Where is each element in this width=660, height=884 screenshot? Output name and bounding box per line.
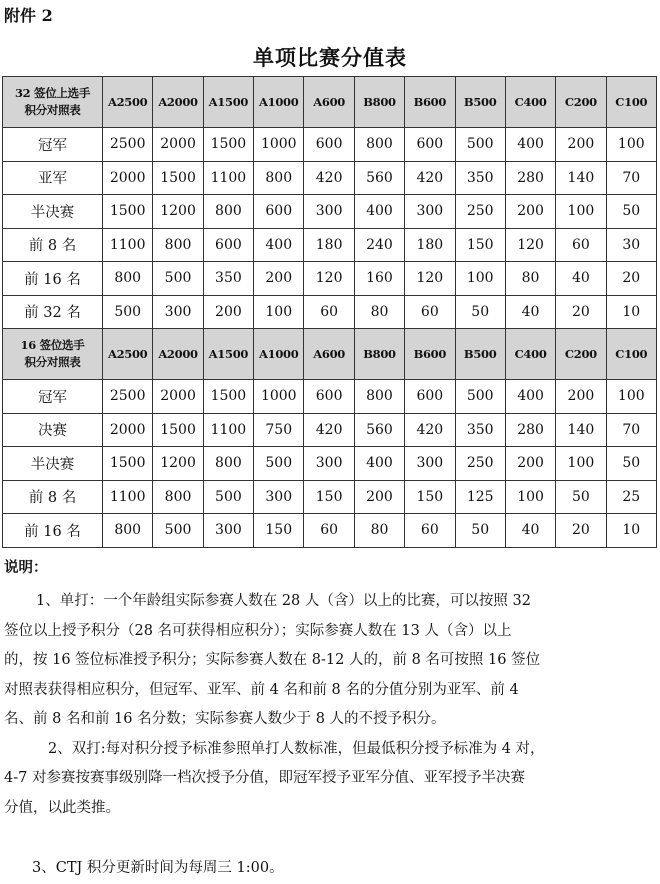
score-cell: 1100 [203, 413, 253, 447]
score-cell: 200 [505, 447, 555, 481]
score-cell: 1500 [153, 413, 203, 447]
table32-column-header: C400 [505, 77, 555, 128]
score-cell: 800 [153, 228, 203, 262]
score-cell: 600 [304, 128, 354, 162]
score-cell: 2500 [103, 128, 153, 162]
table16-column-header: A600 [304, 329, 354, 380]
score-cell: 800 [103, 514, 153, 548]
table32-header-row [3, 77, 657, 128]
row-label: 决赛 [3, 413, 103, 447]
score-cell: 40 [505, 514, 555, 548]
score-table [2, 76, 657, 548]
table-row [3, 447, 657, 481]
score-cell: 300 [203, 514, 253, 548]
table16-header-line-2: 积分对照表 [24, 355, 81, 369]
score-cell: 20 [556, 295, 606, 329]
score-cell: 100 [606, 128, 656, 162]
score-cell: 500 [254, 447, 304, 481]
score-cell: 120 [304, 262, 354, 296]
note-item-2-line-1: 2、双打:每对积分授予标准参照单打人数标准，但最低积分授予标准为 4 对， [48, 740, 545, 757]
row-label: 前 8 名 [3, 228, 103, 262]
table16-column-header: A1500 [203, 329, 253, 380]
score-cell: 420 [304, 161, 354, 195]
row-label: 前 16 名 [3, 514, 103, 548]
score-cell: 200 [556, 380, 606, 414]
score-cell: 400 [505, 128, 555, 162]
score-cell: 60 [304, 514, 354, 548]
table-row [3, 295, 657, 329]
score-cell: 500 [103, 295, 153, 329]
score-cell: 120 [405, 262, 455, 296]
table-row [3, 195, 657, 229]
score-cell: 200 [354, 480, 404, 514]
score-cell: 100 [556, 195, 606, 229]
note-item-1-line-4: 对照表获得相应积分，但冠军、亚军、前 4 名和前 8 名的分值分别为亚军、前 4 [4, 681, 519, 698]
note-item-1-line-3: 的，按 16 签位标准授予积分；实际参赛人数在 8-12 人的，前 8 名可按照 16 签位 [4, 652, 541, 668]
table16-header-row [3, 329, 657, 380]
score-cell: 300 [405, 447, 455, 481]
score-cell: 350 [455, 413, 505, 447]
note-item-1-line-1: 1、单打：一个年龄组实际参赛人数在 28 人（含）以上的比赛，可以按照 32 [36, 593, 531, 609]
table16-column-header: A1000 [254, 329, 304, 380]
score-cell: 160 [354, 262, 404, 296]
score-cell: 600 [203, 228, 253, 262]
score-cell: 80 [354, 295, 404, 329]
score-cell: 80 [354, 514, 404, 548]
score-cell: 150 [405, 480, 455, 514]
score-cell: 200 [203, 295, 253, 329]
score-cell: 1100 [203, 161, 253, 195]
table-row [3, 128, 657, 162]
score-cell: 150 [254, 514, 304, 548]
score-cell: 800 [354, 128, 404, 162]
score-cell: 2500 [103, 380, 153, 414]
table16-column-header: B800 [354, 329, 404, 380]
score-cell: 350 [203, 262, 253, 296]
score-cell: 240 [354, 228, 404, 262]
score-cell: 560 [354, 413, 404, 447]
page-title: 单项比赛分值表 [253, 45, 407, 70]
score-cell: 50 [455, 514, 505, 548]
score-cell: 70 [606, 413, 656, 447]
score-cell: 40 [556, 262, 606, 296]
score-cell: 800 [153, 480, 203, 514]
score-cell: 280 [505, 413, 555, 447]
score-cell: 800 [354, 380, 404, 414]
score-cell: 600 [405, 380, 455, 414]
score-cell: 60 [405, 514, 455, 548]
score-cell: 20 [606, 262, 656, 296]
score-cell: 600 [304, 380, 354, 414]
score-cell: 125 [455, 480, 505, 514]
score-cell: 800 [203, 195, 253, 229]
table-row [3, 161, 657, 195]
score-cell: 80 [505, 262, 555, 296]
score-cell: 100 [254, 295, 304, 329]
score-cell: 40 [505, 295, 555, 329]
score-cell: 2000 [103, 413, 153, 447]
row-label: 冠军 [3, 380, 103, 414]
score-cell: 100 [455, 262, 505, 296]
table-row [3, 413, 657, 447]
score-cell: 500 [153, 262, 203, 296]
table-row [3, 480, 657, 514]
score-cell: 600 [254, 195, 304, 229]
score-cell: 2000 [153, 128, 203, 162]
score-cell: 300 [153, 295, 203, 329]
score-cell: 50 [606, 447, 656, 481]
score-cell: 100 [556, 447, 606, 481]
score-cell: 250 [455, 447, 505, 481]
table32-column-header: A600 [304, 77, 354, 128]
score-cell: 500 [455, 128, 505, 162]
score-cell: 70 [606, 161, 656, 195]
score-cell: 20 [556, 514, 606, 548]
score-cell: 140 [556, 161, 606, 195]
score-cell: 420 [405, 161, 455, 195]
table32-column-header: A2000 [153, 77, 203, 128]
table32-column-header: A2500 [103, 77, 153, 128]
score-cell: 420 [405, 413, 455, 447]
score-cell: 200 [556, 128, 606, 162]
note-item-3: 3、CTJ 积分更新时间为每周三 1:00。 [32, 860, 284, 876]
score-cell: 2000 [153, 380, 203, 414]
score-cell: 400 [354, 447, 404, 481]
attachment-label: 附件 2 [4, 6, 53, 25]
score-cell: 500 [203, 480, 253, 514]
score-cell: 200 [254, 262, 304, 296]
table16-column-header: C100 [606, 329, 656, 380]
score-cell: 10 [606, 295, 656, 329]
row-label: 前 16 名 [3, 262, 103, 296]
table-row [3, 228, 657, 262]
row-label: 半决赛 [3, 195, 103, 229]
table32-column-header: C100 [606, 77, 656, 128]
score-cell: 150 [304, 480, 354, 514]
score-cell: 25 [606, 480, 656, 514]
table16-column-header: C400 [505, 329, 555, 380]
score-cell: 1200 [153, 447, 203, 481]
score-cell: 280 [505, 161, 555, 195]
score-cell: 300 [304, 447, 354, 481]
score-cell: 1500 [203, 128, 253, 162]
row-label: 前 8 名 [3, 480, 103, 514]
table32-column-header: C200 [556, 77, 606, 128]
score-cell: 1500 [203, 380, 253, 414]
table32-column-header: B600 [405, 77, 455, 128]
table-row [3, 514, 657, 548]
score-cell: 350 [455, 161, 505, 195]
score-cell: 300 [304, 195, 354, 229]
score-cell: 500 [455, 380, 505, 414]
score-cell: 1500 [153, 161, 203, 195]
score-cell: 1100 [103, 480, 153, 514]
score-cell: 750 [254, 413, 304, 447]
score-cell: 120 [505, 228, 555, 262]
score-cell: 140 [556, 413, 606, 447]
table16-column-header: A2500 [103, 329, 153, 380]
table16-header-line-1: 16 签位选手 [20, 338, 85, 352]
table16-column-header: B500 [455, 329, 505, 380]
note-item-1-line-5: 名、前 8 名和前 16 名分数；实际参赛人数少于 8 人的不授予积分。 [4, 711, 446, 727]
row-label: 前 32 名 [3, 295, 103, 329]
score-cell: 30 [606, 228, 656, 262]
score-cell: 500 [153, 514, 203, 548]
score-cell: 1000 [254, 380, 304, 414]
note-item-2-line-2: 4-7 对参赛按赛事级别降一档次授予分值，即冠军授予亚军分值、亚军授予半决赛 [4, 770, 525, 786]
note-item-2-line-3: 分值，以此类推。 [4, 799, 120, 816]
score-cell: 800 [103, 262, 153, 296]
score-cell: 300 [405, 195, 455, 229]
score-cell: 50 [455, 295, 505, 329]
table-row [3, 262, 657, 296]
table16-column-header: B600 [405, 329, 455, 380]
score-cell: 60 [304, 295, 354, 329]
score-cell: 1200 [153, 195, 203, 229]
score-cell: 420 [304, 413, 354, 447]
score-cell: 560 [354, 161, 404, 195]
score-cell: 400 [254, 228, 304, 262]
score-cell: 600 [405, 128, 455, 162]
score-cell: 200 [505, 195, 555, 229]
score-cell: 10 [606, 514, 656, 548]
score-cell: 50 [556, 480, 606, 514]
score-cell: 2000 [103, 161, 153, 195]
score-cell: 100 [606, 380, 656, 414]
table32-header-line-1: 32 签位上选手 [14, 86, 91, 100]
table16-corner-header [3, 329, 103, 380]
table32-column-header: B500 [455, 77, 505, 128]
score-cell: 50 [606, 195, 656, 229]
score-cell: 300 [254, 480, 304, 514]
score-cell: 400 [505, 380, 555, 414]
table16-column-header: A2000 [153, 329, 203, 380]
table-row [3, 380, 657, 414]
score-cell: 1100 [103, 228, 153, 262]
score-cell: 100 [505, 480, 555, 514]
table32-header-line-2: 积分对照表 [24, 103, 81, 117]
score-cell: 1000 [254, 128, 304, 162]
score-cell: 60 [405, 295, 455, 329]
notes-section [4, 556, 654, 876]
score-cell: 250 [455, 195, 505, 229]
score-cell: 800 [254, 161, 304, 195]
score-cell: 400 [354, 195, 404, 229]
note-item-1-line-2: 签位以上授予积分（28 名可获得相应积分）；实际参赛人数在 13 人（含）以上 [4, 622, 512, 639]
score-cell: 180 [405, 228, 455, 262]
table32-column-header: A1000 [254, 77, 304, 128]
row-label: 亚军 [3, 161, 103, 195]
score-cell: 800 [203, 447, 253, 481]
table32-column-header: A1500 [203, 77, 253, 128]
score-cell: 1500 [103, 195, 153, 229]
score-cell: 180 [304, 228, 354, 262]
score-cell: 150 [455, 228, 505, 262]
table32-corner-header [3, 77, 103, 128]
score-cell: 1500 [103, 447, 153, 481]
table16-column-header: C200 [556, 329, 606, 380]
row-label: 半决赛 [3, 447, 103, 481]
notes-title: 说明： [4, 559, 48, 576]
table32-column-header: B800 [354, 77, 404, 128]
score-cell: 60 [556, 228, 606, 262]
row-label: 冠军 [3, 128, 103, 162]
